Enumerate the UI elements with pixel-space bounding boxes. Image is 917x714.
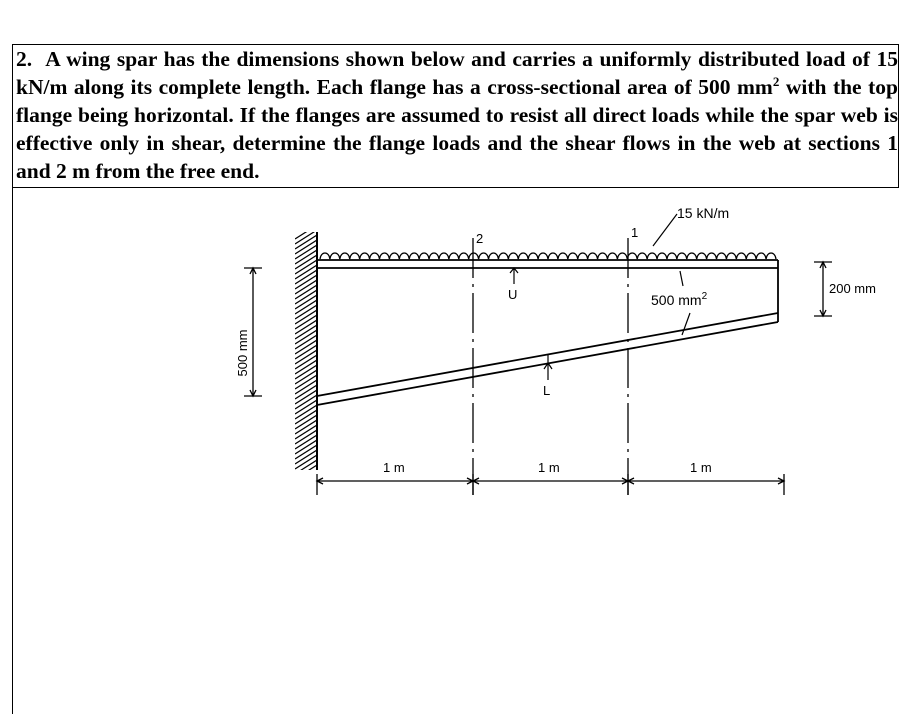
section-label-1: 1 [631, 225, 639, 240]
problem-text-part-1: A wing spar has the dimensions shown below and carries a uniformly distributed load of 15 kN/m along its complete length. Each flange has a cross-sectional area of 500 mm [16, 47, 898, 99]
flange-area-leader-lower [682, 313, 690, 335]
wall-support [295, 225, 317, 509]
span-label-3: 1 m [690, 460, 712, 475]
span-dimension-line [317, 474, 784, 495]
distributed-load-symbol [320, 253, 776, 259]
upper-flange-label: U [508, 287, 518, 302]
flange-area-label: 500 $mm^2$ [651, 291, 708, 308]
span-label-1: 1 m [383, 460, 405, 475]
tip-depth-label: 200 mm [829, 281, 876, 296]
problem-superscript: 2 [772, 73, 780, 89]
problem-text-part-2: with the top flange being horizontal. If the flanges are assumed to resist all direct loads while the spar web is effective only in shear, determine the flange loads and the shear flows in the web at sections 1 and 2 m from the free end. [16, 75, 898, 183]
load-leader [653, 214, 677, 246]
root-depth-label: 500 mm [235, 329, 250, 377]
lower-flange-label: L [543, 383, 551, 398]
span-label-2: 1 m [538, 460, 560, 475]
top-flange [317, 260, 778, 268]
lower-flange-arrow [544, 355, 552, 380]
problem-number: 2. [16, 47, 33, 71]
section-label-2: 2 [476, 231, 484, 246]
load-label: 15 kN/m [677, 205, 730, 221]
upper-flange-arrow [510, 268, 518, 284]
flange-area-leader-upper [680, 271, 683, 286]
